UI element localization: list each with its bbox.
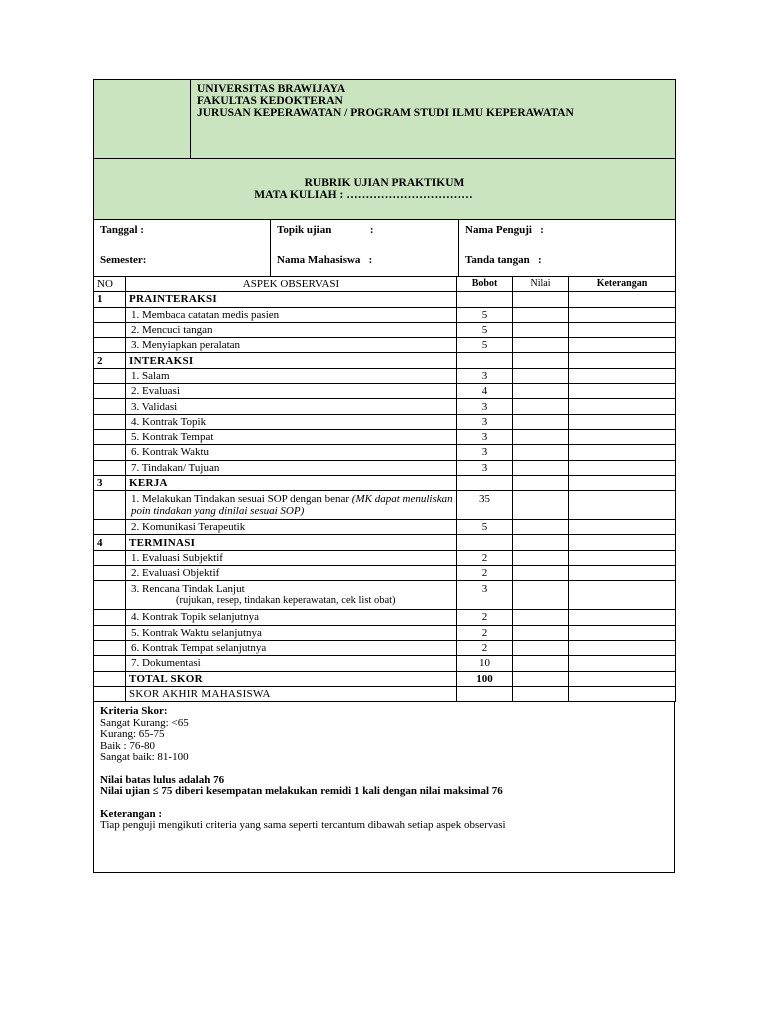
item-no-cell: [94, 384, 126, 399]
col-no: NO: [94, 277, 126, 292]
section-keterangan-cell: [569, 475, 676, 490]
item-keterangan-input[interactable]: [569, 640, 676, 655]
final-nilai-input[interactable]: [513, 686, 569, 701]
pass-line-1: Nilai batas lulus adalah 76: [100, 773, 225, 786]
rubric-item-row: [94, 414, 676, 429]
institution-block: [191, 80, 676, 159]
item-nilai-input[interactable]: [513, 368, 569, 383]
item-no-cell: [94, 429, 126, 444]
item-nilai-input[interactable]: [513, 656, 569, 671]
rubric-item-row: [94, 338, 676, 353]
item-no-cell: [94, 656, 126, 671]
item-bobot: 5: [457, 338, 513, 353]
criteria-4: Sangat baik: 81-100: [100, 751, 189, 764]
tanggal-field[interactable]: Tanggal :: [100, 224, 144, 236]
item-no-cell: [94, 581, 126, 610]
item-no-cell: [94, 625, 126, 640]
item-nilai-input[interactable]: [513, 445, 569, 460]
footer-table: [93, 701, 675, 873]
rubric-item-row: [94, 610, 676, 625]
item-label-cell: [126, 368, 457, 383]
item-label-cell: [126, 610, 457, 625]
item-no-cell: [94, 610, 126, 625]
item-keterangan-input[interactable]: [569, 610, 676, 625]
final-score-label: SKOR AKHIR MAHASISWA: [126, 686, 457, 701]
item-label-cell: [126, 625, 457, 640]
section-row: [94, 353, 676, 368]
item-label: 2. Mencuci tangan: [131, 324, 213, 337]
item-no-cell: [94, 460, 126, 475]
final-no-cell: [94, 686, 126, 701]
item-keterangan-input[interactable]: [569, 656, 676, 671]
logo-box: [94, 80, 191, 159]
semester-field[interactable]: Semester:: [100, 254, 147, 266]
item-nilai-input[interactable]: [513, 581, 569, 610]
rubric-item-row: [94, 550, 676, 565]
item-bobot: 3: [457, 460, 513, 475]
section-row: [94, 475, 676, 490]
criteria-2: Kurang: 65-75: [100, 728, 165, 741]
item-label-cell: [126, 322, 457, 337]
item-bobot: 3: [457, 445, 513, 460]
total-no-cell: [94, 671, 126, 686]
section-name: KERJA: [126, 475, 457, 490]
info-date-semester: [94, 220, 271, 277]
info-topic-student: [271, 220, 459, 277]
item-label: 3. Validasi: [131, 400, 178, 413]
item-keterangan-input[interactable]: [569, 322, 676, 337]
total-keterangan-input[interactable]: [569, 671, 676, 686]
section-number: 2: [94, 353, 126, 368]
section-nilai-cell: [513, 535, 569, 550]
item-bobot: 3: [457, 399, 513, 414]
tanda-tangan-field[interactable]: Tanda tangan :: [465, 254, 542, 266]
nama-mahasiswa-field[interactable]: Nama Mahasiswa :: [277, 254, 373, 266]
topik-field[interactable]: Topik ujian :: [277, 224, 374, 236]
item-bobot: 4: [457, 384, 513, 399]
item-label-cell: [126, 656, 457, 671]
item-label: 2. Evaluasi: [131, 385, 180, 398]
title-line-2: MATA KULIAH : ……………………………: [254, 189, 473, 201]
item-label-cell: [126, 550, 457, 565]
nama-penguji-field[interactable]: Nama Penguji :: [465, 224, 544, 236]
item-keterangan-input[interactable]: [569, 520, 676, 535]
rubric-item-row: [94, 429, 676, 444]
item-label: 6. Kontrak Tempat selanjutnya: [131, 642, 267, 655]
item-no-cell: [94, 491, 126, 520]
final-score-row: [94, 686, 676, 701]
item-bobot: 5: [457, 322, 513, 337]
info-examiner: [459, 220, 676, 277]
item-keterangan-input[interactable]: [569, 445, 676, 460]
item-no-cell: [94, 566, 126, 581]
item-label: 3. Rencana Tindak Lanjut: [131, 583, 245, 596]
rubric-item-row: [94, 520, 676, 535]
item-nilai-input[interactable]: [513, 460, 569, 475]
col-aspek: ASPEK OBSERVASI: [126, 277, 457, 292]
rubric-item-row: [94, 491, 676, 520]
item-label: 3. Menyiapkan peralatan: [131, 339, 241, 352]
rubric-sheet: [93, 79, 675, 873]
item-label-cell: [126, 581, 457, 610]
rubric-item-row: [94, 460, 676, 475]
section-row: [94, 535, 676, 550]
section-number: 4: [94, 535, 126, 550]
final-keterangan-input[interactable]: [569, 686, 676, 701]
item-keterangan-input[interactable]: [569, 414, 676, 429]
item-keterangan-input[interactable]: [569, 491, 676, 520]
item-nilai-input[interactable]: [513, 566, 569, 581]
item-label-cell: [126, 429, 457, 444]
rubric-table: [93, 276, 676, 702]
item-bobot: 3: [457, 581, 513, 610]
section-name: PRAINTERAKSI: [126, 292, 457, 307]
title-line-1: RUBRIK UJIAN PRAKTIKUM: [304, 177, 465, 189]
rubric-item-row: [94, 566, 676, 581]
item-nilai-input[interactable]: [513, 429, 569, 444]
item-label-cell: [126, 414, 457, 429]
item-bobot: 2: [457, 625, 513, 640]
item-label-cell: [126, 491, 457, 520]
criteria-1: Sangat Kurang: <65: [100, 716, 189, 729]
final-bobot-cell: [457, 686, 513, 701]
item-keterangan-input[interactable]: [569, 368, 676, 383]
note-text: Tiap penguji mengikuti criteria yang sama seperti tercantum dibawah setiap aspek observasi: [100, 819, 506, 832]
item-bobot: 3: [457, 414, 513, 429]
item-bobot: 5: [457, 520, 513, 535]
item-keterangan-input[interactable]: [569, 566, 676, 581]
item-bobot: 2: [457, 550, 513, 565]
rubric-item-row: [94, 368, 676, 383]
section-keterangan-cell: [569, 353, 676, 368]
item-nilai-input[interactable]: [513, 414, 569, 429]
item-label: 4. Kontrak Topik selanjutnya: [131, 611, 259, 624]
section-bobot-cell: [457, 535, 513, 550]
item-label-cell: [126, 445, 457, 460]
item-label-cell: [126, 460, 457, 475]
item-keterangan-input[interactable]: [569, 399, 676, 414]
item-keterangan-input[interactable]: [569, 550, 676, 565]
item-nilai-input[interactable]: [513, 610, 569, 625]
faculty-name: FAKULTAS KEDOKTERAN: [197, 95, 343, 107]
item-nilai-input[interactable]: [513, 625, 569, 640]
university-name: UNIVERSITAS BRAWIJAYA: [197, 83, 346, 95]
rubric-item-row: [94, 384, 676, 399]
pass-line-2: Nilai ujian ≤ 75 diberi kesempatan melakukan remidi 1 kali dengan nilai maksimal 76: [100, 785, 503, 798]
item-label: 1. Salam: [131, 369, 170, 382]
item-nilai-input[interactable]: [513, 338, 569, 353]
item-keterangan-input[interactable]: [569, 460, 676, 475]
item-label: 2. Komunikasi Terapeutik: [131, 521, 246, 534]
item-no-cell: [94, 322, 126, 337]
item-label-cell: [126, 307, 457, 322]
item-sub: (rujukan, resep, tindakan keperawatan, cek list obat): [176, 595, 396, 607]
criteria-title: Kriteria Skor:: [100, 705, 168, 718]
item-keterangan-input[interactable]: [569, 338, 676, 353]
item-no-cell: [94, 414, 126, 429]
rubric-item-row: [94, 640, 676, 655]
header-table: [93, 79, 676, 220]
item-label: 7. Tindakan/ Tujuan: [131, 461, 220, 474]
item-nilai-input[interactable]: [513, 307, 569, 322]
note-title: Keterangan :: [100, 807, 163, 820]
item-label: 4. Kontrak Topik: [131, 415, 207, 428]
rubric-item-row: [94, 656, 676, 671]
section-nilai-cell: [513, 353, 569, 368]
item-note: (MK dapat menuliskan poin tindakan yang dinilai sesuai SOP): [131, 493, 453, 518]
section-nilai-cell: [513, 292, 569, 307]
total-nilai-input[interactable]: [513, 671, 569, 686]
item-keterangan-input[interactable]: [569, 429, 676, 444]
item-label: 6. Kontrak Waktu: [131, 446, 210, 459]
item-no-cell: [94, 520, 126, 535]
item-no-cell: [94, 399, 126, 414]
section-name: TERMINASI: [126, 535, 457, 550]
item-bobot: 3: [457, 429, 513, 444]
item-keterangan-input[interactable]: [569, 307, 676, 322]
section-keterangan-cell: [569, 535, 676, 550]
item-bobot: 2: [457, 640, 513, 655]
item-label: 1. Evaluasi Subjektif: [131, 551, 223, 564]
item-nilai-input[interactable]: [513, 399, 569, 414]
info-table: [93, 219, 676, 277]
section-bobot-cell: [457, 292, 513, 307]
total-label: TOTAL SKOR: [126, 671, 457, 686]
col-nilai: Nilai: [513, 277, 569, 292]
item-bobot: 10: [457, 656, 513, 671]
item-label-cell: [126, 338, 457, 353]
rubric-item-row: [94, 307, 676, 322]
item-keterangan-input[interactable]: [569, 581, 676, 610]
section-number: 1: [94, 292, 126, 307]
item-label-cell: [126, 399, 457, 414]
item-nilai-input[interactable]: [513, 550, 569, 565]
item-keterangan-input[interactable]: [569, 625, 676, 640]
item-keterangan-input[interactable]: [569, 384, 676, 399]
item-no-cell: [94, 445, 126, 460]
item-label: 5. Kontrak Tempat: [131, 431, 214, 444]
item-label-cell: [126, 520, 457, 535]
department-name: JURUSAN KEPERAWATAN / PROGRAM STUDI ILMU KEPERAWATAN: [197, 107, 574, 119]
item-bobot: 2: [457, 566, 513, 581]
item-no-cell: [94, 338, 126, 353]
item-no-cell: [94, 550, 126, 565]
section-number: 3: [94, 475, 126, 490]
total-row: [94, 671, 676, 686]
rubric-item-row: [94, 322, 676, 337]
column-header-row: [94, 277, 676, 292]
rubric-item-row: [94, 445, 676, 460]
rubric-item-row: [94, 625, 676, 640]
item-label: 2. Evaluasi Objektif: [131, 567, 220, 580]
item-nilai-input[interactable]: [513, 322, 569, 337]
item-nilai-input[interactable]: [513, 491, 569, 520]
item-no-cell: [94, 368, 126, 383]
item-no-cell: [94, 640, 126, 655]
item-label-cell: [126, 384, 457, 399]
item-bobot: 5: [457, 307, 513, 322]
item-no-cell: [94, 307, 126, 322]
criteria-block: [94, 702, 675, 873]
document-title: [94, 159, 676, 220]
item-nilai-input[interactable]: [513, 520, 569, 535]
rubric-item-row: [94, 581, 676, 610]
section-keterangan-cell: [569, 292, 676, 307]
item-bobot: 3: [457, 368, 513, 383]
item-label-cell: [126, 566, 457, 581]
section-bobot-cell: [457, 353, 513, 368]
total-bobot: 100: [457, 671, 513, 686]
col-keterangan: Keterangan: [569, 277, 676, 292]
section-row: [94, 292, 676, 307]
item-label: 1. Melakukan Tindakan sesuai SOP dengan benar: [131, 493, 350, 506]
item-nilai-input[interactable]: [513, 384, 569, 399]
section-name: INTERAKSI: [126, 353, 457, 368]
col-bobot: Bobot: [457, 277, 513, 292]
item-label: 1. Membaca catatan medis pasien: [131, 308, 280, 321]
item-label: 7. Dokumentasi: [131, 657, 201, 670]
item-label-cell: [126, 640, 457, 655]
item-label: 5. Kontrak Waktu selanjutnya: [131, 626, 262, 639]
section-bobot-cell: [457, 475, 513, 490]
item-bobot: 35: [457, 491, 513, 520]
rubric-item-row: [94, 399, 676, 414]
criteria-3: Baik : 76-80: [100, 739, 155, 752]
item-bobot: 2: [457, 610, 513, 625]
item-nilai-input[interactable]: [513, 640, 569, 655]
section-nilai-cell: [513, 475, 569, 490]
